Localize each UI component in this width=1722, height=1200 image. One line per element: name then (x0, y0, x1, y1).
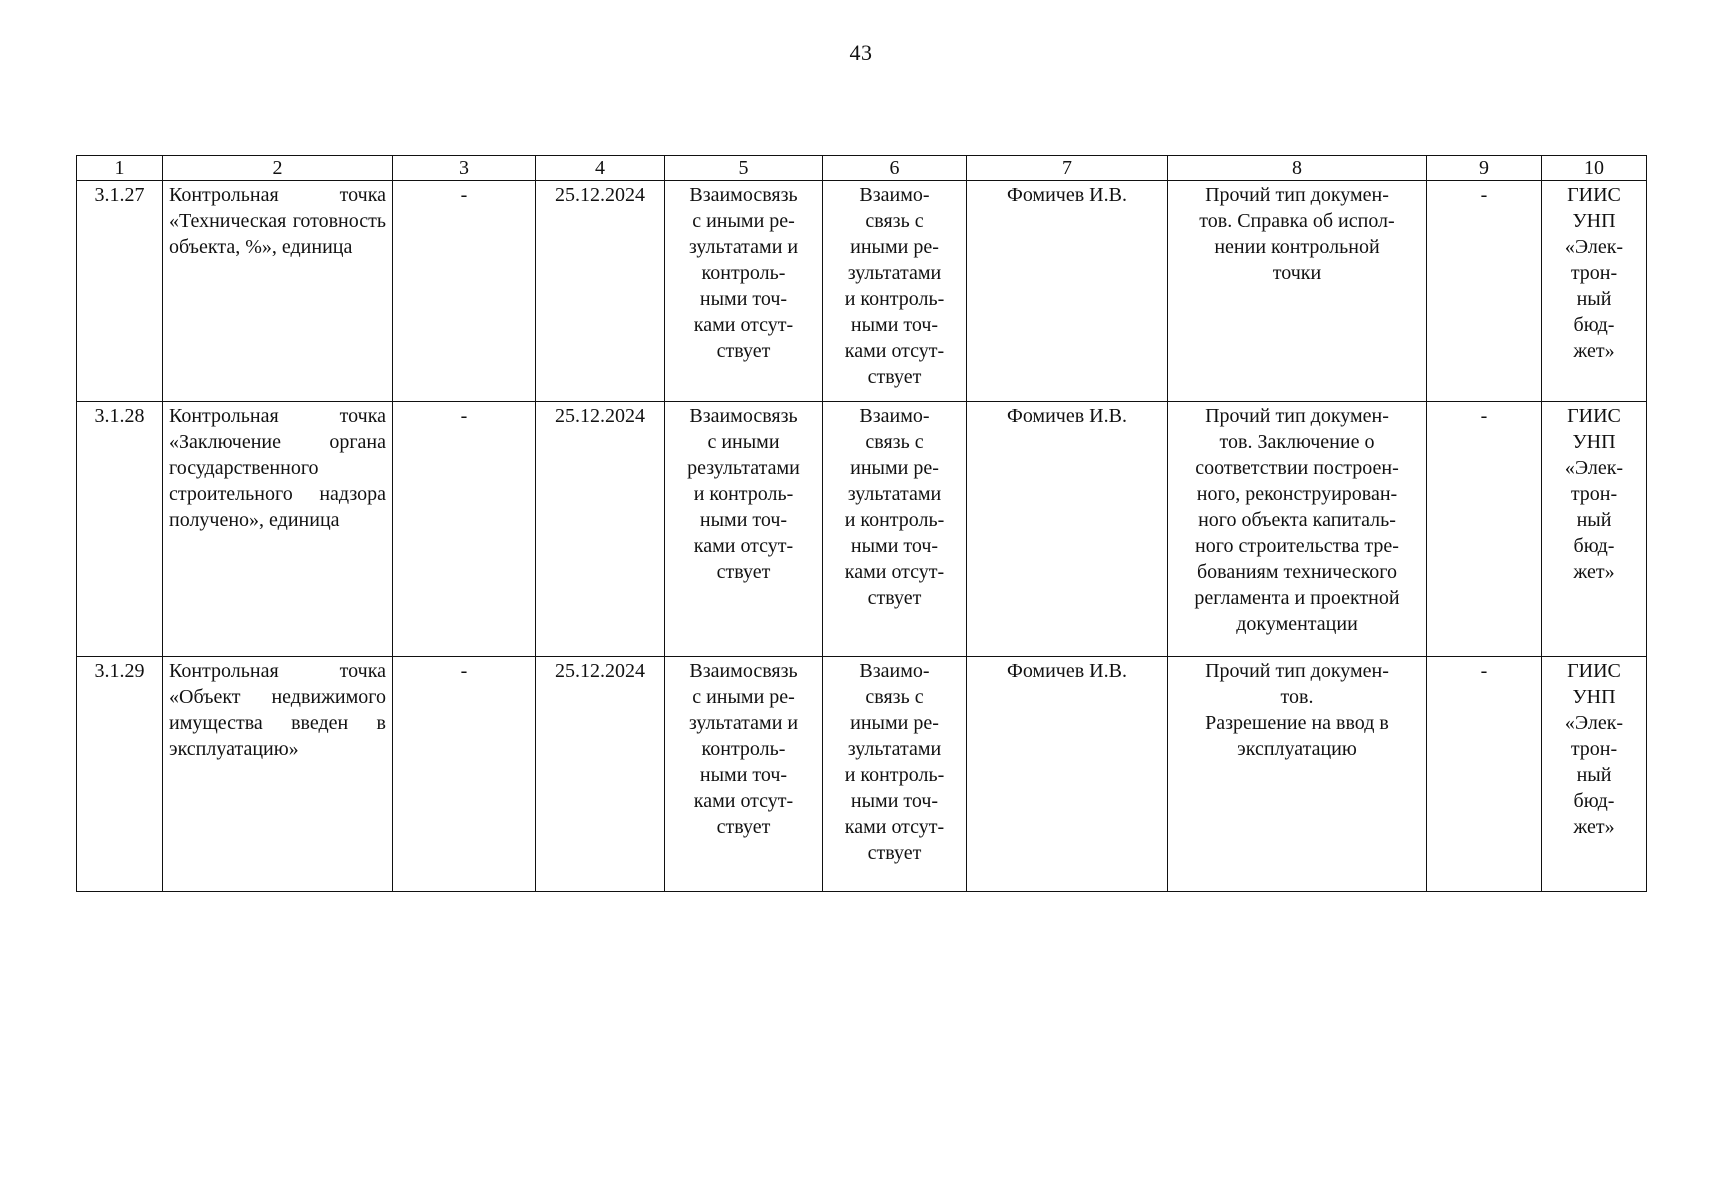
information-system: ГИИС УНП «Элек- трон- ный бюд- жет» (1542, 181, 1647, 402)
column-header-1: 1 (77, 156, 163, 181)
relation-other-results: Взаимосвязь с иными результатами и контроль- ными точ- ками отсут- ствует (665, 402, 823, 657)
control-point-name: Контрольная точка «Заключение органа государственного строительного надзора получено», единица (163, 402, 393, 657)
table-row (77, 657, 1647, 892)
column-header-7: 7 (967, 156, 1168, 181)
column-3-value: - (393, 181, 536, 402)
information-system: ГИИС УНП «Элек- трон- ный бюд- жет» (1542, 657, 1647, 892)
column-header-4: 4 (536, 156, 665, 181)
due-date: 25.12.2024 (536, 657, 665, 892)
row-number: 3.1.27 (77, 181, 163, 402)
column-header-8: 8 (1168, 156, 1427, 181)
column-9-value: - (1427, 657, 1542, 892)
column-3-value: - (393, 402, 536, 657)
column-header-9: 9 (1427, 156, 1542, 181)
relation-other-results-alt: Взаимо- связь с иными ре- зультатами и контроль- ными точ- ками отсут- ствует (823, 657, 967, 892)
responsible-person: Фомичев И.В. (967, 181, 1168, 402)
column-header-5: 5 (665, 156, 823, 181)
document-type: Прочий тип докумен- тов. Заключение о соответствии построен- ного, реконструирован- ного объекта капиталь- ного строительства тре- бованиям технического регламента и проектной документации (1168, 402, 1427, 657)
control-point-name: Контрольная точка «Объект недвижимого имущества введен в эксплуатацию» (163, 657, 393, 892)
relation-other-results-alt: Взаимо- связь с иными ре- зультатами и контроль- ными точ- ками отсут- ствует (823, 181, 967, 402)
relation-other-results: Взаимосвязь с иными ре- зультатами и контроль- ными точ- ками отсут- ствует (665, 657, 823, 892)
relation-other-results: Взаимосвязь с иными ре- зультатами и контроль- ными точ- ками отсут- ствует (665, 181, 823, 402)
row-number: 3.1.29 (77, 657, 163, 892)
row-number: 3.1.28 (77, 402, 163, 657)
table-header-row (77, 156, 1647, 181)
responsible-person: Фомичев И.В. (967, 402, 1168, 657)
column-header-6: 6 (823, 156, 967, 181)
table-row (77, 402, 1647, 657)
column-9-value: - (1427, 402, 1542, 657)
page-number: 43 (849, 40, 873, 65)
due-date: 25.12.2024 (536, 181, 665, 402)
control-point-name: Контрольная точка «Техническая готовность объекта, %», единица (163, 181, 393, 402)
information-system: ГИИС УНП «Элек- трон- ный бюд- жет» (1542, 402, 1647, 657)
responsible-person: Фомичев И.В. (967, 657, 1168, 892)
control-points-table (76, 155, 1647, 892)
column-9-value: - (1427, 181, 1542, 402)
document-type: Прочий тип докумен- тов. Справка об испол- нении контрольной точки (1168, 181, 1427, 402)
relation-other-results-alt: Взаимо- связь с иными ре- зультатами и контроль- ными точ- ками отсут- ствует (823, 402, 967, 657)
column-header-10: 10 (1542, 156, 1647, 181)
column-3-value: - (393, 657, 536, 892)
column-header-2: 2 (163, 156, 393, 181)
due-date: 25.12.2024 (536, 402, 665, 657)
document-type: Прочий тип докумен- тов. Разрешение на ввод в эксплуатацию (1168, 657, 1427, 892)
column-header-3: 3 (393, 156, 536, 181)
table-row (77, 181, 1647, 402)
